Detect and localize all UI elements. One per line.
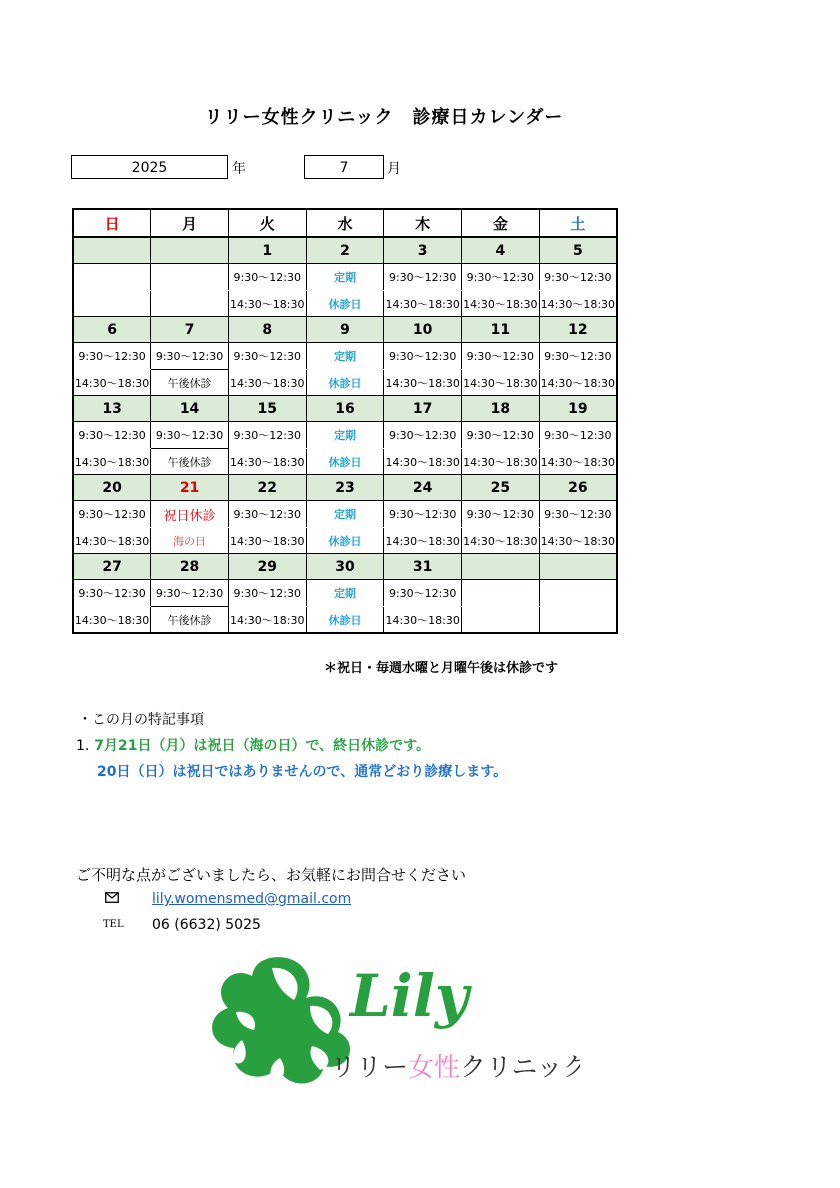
am-hours: 9:30～12:30 — [462, 264, 540, 291]
weekday-header-row — [73, 209, 617, 237]
special-note-line-2: 20日（日）は祝日ではありませんので、通常どおり診療します。 — [97, 764, 508, 780]
year-unit: 年 — [232, 161, 246, 177]
empty-cell — [151, 264, 229, 291]
am-row — [73, 422, 617, 449]
logo-clinic-name — [330, 1053, 580, 1083]
am-hours: 9:30～12:30 — [384, 501, 462, 528]
am-hours: 9:30～12:30 — [462, 422, 540, 449]
am-hours: 9:30～12:30 — [539, 501, 617, 528]
logo-name-part2: 女性 — [408, 1053, 461, 1083]
closed-day-label: 休診日 — [306, 528, 384, 554]
special-notes-heading: ・この月の特記事項 — [78, 712, 204, 728]
note-number: 1. — [76, 738, 90, 754]
date-cell: 18 — [462, 396, 540, 422]
am-hours: 9:30～12:30 — [539, 264, 617, 291]
pm-hours: 14:30～18:30 — [384, 528, 462, 554]
date-cell: 11 — [462, 317, 540, 343]
pm-hours: 14:30～18:30 — [462, 449, 540, 475]
am-hours: 9:30～12:30 — [228, 422, 306, 449]
holiday-date-cell: 21 — [151, 475, 229, 501]
page-title: リリー女性クリニック 診療日カレンダー — [204, 107, 564, 128]
date-cell — [73, 237, 151, 264]
pm-hours: 14:30～18:30 — [539, 449, 617, 475]
date-cell: 5 — [539, 237, 617, 264]
date-cell: 19 — [539, 396, 617, 422]
date-cell: 2 — [306, 237, 384, 264]
logo-name-part3: クリニック — [460, 1053, 580, 1083]
date-cell: 31 — [384, 554, 462, 580]
am-hours: 9:30～12:30 — [73, 343, 151, 370]
closed-day-label: 休診日 — [306, 449, 384, 475]
month-unit: 月 — [387, 161, 401, 177]
date-cell: 10 — [384, 317, 462, 343]
weekday-fri: 金 — [462, 209, 540, 237]
date-cell: 4 — [462, 237, 540, 264]
pm-hours: 14:30～18:30 — [228, 291, 306, 317]
date-cell: 30 — [306, 554, 384, 580]
am-row — [73, 343, 617, 370]
pm-hours: 14:30～18:30 — [228, 370, 306, 396]
pm-hours: 14:30～18:30 — [73, 370, 151, 396]
am-hours: 9:30～12:30 — [151, 422, 229, 449]
afternoon-closed-label: 午後休診 — [151, 607, 229, 634]
contact-intro: ご不明な点がございましたら、お気軽にお問合せください — [76, 866, 467, 884]
date-cell: 28 — [151, 554, 229, 580]
pm-row — [73, 607, 617, 634]
regular-label: 定期 — [306, 343, 384, 370]
pm-hours: 14:30～18:30 — [384, 370, 462, 396]
date-row — [73, 475, 617, 501]
pm-hours: 14:30～18:30 — [228, 449, 306, 475]
pm-row — [73, 291, 617, 317]
empty-cell — [539, 607, 617, 634]
weekday-sun: 日 — [73, 209, 151, 237]
year-field[interactable]: 2025 — [71, 155, 228, 179]
afternoon-closed-label: 午後休診 — [151, 370, 229, 396]
am-hours: 9:30～12:30 — [228, 501, 306, 528]
date-row — [73, 317, 617, 343]
date-cell: 12 — [539, 317, 617, 343]
calendar-table — [72, 208, 618, 634]
date-cell: 1 — [228, 237, 306, 264]
weekday-mon: 月 — [151, 209, 229, 237]
am-hours: 9:30～12:30 — [151, 580, 229, 607]
date-cell: 20 — [73, 475, 151, 501]
date-cell: 23 — [306, 475, 384, 501]
pm-hours: 14:30～18:30 — [539, 370, 617, 396]
regular-label: 定期 — [306, 422, 384, 449]
logo-name-part1: リリー — [330, 1053, 409, 1083]
closed-day-label: 休診日 — [306, 370, 384, 396]
pm-row — [73, 370, 617, 396]
date-cell: 24 — [384, 475, 462, 501]
pm-hours: 14:30～18:30 — [73, 607, 151, 634]
am-hours: 9:30～12:30 — [384, 422, 462, 449]
am-hours: 9:30～12:30 — [462, 343, 540, 370]
date-cell: 7 — [151, 317, 229, 343]
month-field[interactable]: 7 — [304, 155, 384, 179]
pm-row — [73, 449, 617, 475]
closed-days-footnote: ＊祝日・毎週水曜と月曜午後は休診です — [324, 661, 559, 676]
date-cell: 26 — [539, 475, 617, 501]
special-note-1 — [76, 735, 430, 755]
date-cell: 6 — [73, 317, 151, 343]
date-cell: 29 — [228, 554, 306, 580]
pm-hours: 14:30～18:30 — [228, 528, 306, 554]
am-hours: 9:30～12:30 — [151, 343, 229, 370]
date-row — [73, 396, 617, 422]
closed-day-label: 休診日 — [306, 607, 384, 634]
logo-wordmark: Lily — [350, 962, 469, 1030]
date-row — [73, 237, 617, 264]
closed-day-label: 休診日 — [306, 291, 384, 317]
date-cell — [539, 554, 617, 580]
pm-hours: 14:30～18:30 — [384, 607, 462, 634]
am-row — [73, 264, 617, 291]
am-hours: 9:30～12:30 — [73, 422, 151, 449]
empty-cell — [151, 291, 229, 317]
pm-hours: 14:30～18:30 — [462, 291, 540, 317]
lily-flower-icon — [200, 950, 580, 1090]
weekday-wed: 水 — [306, 209, 384, 237]
date-cell: 16 — [306, 396, 384, 422]
holiday-closed-label: 祝日休診 — [151, 501, 229, 528]
date-cell — [151, 237, 229, 264]
date-cell: 15 — [228, 396, 306, 422]
am-hours: 9:30～12:30 — [462, 501, 540, 528]
am-hours: 9:30～12:30 — [228, 264, 306, 291]
am-hours: 9:30～12:30 — [228, 580, 306, 607]
date-cell: 3 — [384, 237, 462, 264]
empty-cell — [73, 291, 151, 317]
note-line-1: 7月21日（月）は祝日（海の日）で、終日休診です。 — [94, 738, 431, 754]
am-hours: 9:30～12:30 — [73, 580, 151, 607]
am-hours: 9:30～12:30 — [384, 343, 462, 370]
empty-cell — [73, 264, 151, 291]
am-hours: 9:30～12:30 — [384, 264, 462, 291]
date-cell: 25 — [462, 475, 540, 501]
pm-hours: 14:30～18:30 — [462, 370, 540, 396]
pm-row — [73, 528, 617, 554]
date-cell — [462, 554, 540, 580]
pm-hours: 14:30～18:30 — [73, 528, 151, 554]
am-hours: 9:30～12:30 — [73, 501, 151, 528]
empty-cell — [462, 607, 540, 634]
empty-cell — [462, 580, 540, 607]
am-hours: 9:30～12:30 — [539, 343, 617, 370]
pm-hours: 14:30～18:30 — [539, 528, 617, 554]
afternoon-closed-label: 午後休診 — [151, 449, 229, 475]
date-cell: 14 — [151, 396, 229, 422]
date-row — [73, 554, 617, 580]
am-row — [73, 580, 617, 607]
clinic-logo — [200, 950, 580, 1094]
pm-hours: 14:30～18:30 — [384, 449, 462, 475]
date-cell: 9 — [306, 317, 384, 343]
pm-hours: 14:30～18:30 — [384, 291, 462, 317]
pm-hours: 14:30～18:30 — [539, 291, 617, 317]
pm-hours: 14:30～18:30 — [73, 449, 151, 475]
envelope-icon — [105, 892, 119, 907]
date-cell: 17 — [384, 396, 462, 422]
am-hours: 9:30～12:30 — [384, 580, 462, 607]
date-cell: 8 — [228, 317, 306, 343]
date-cell: 13 — [73, 396, 151, 422]
regular-label: 定期 — [306, 501, 384, 528]
weekday-thu: 木 — [384, 209, 462, 237]
regular-label: 定期 — [306, 580, 384, 607]
email-link[interactable]: lily.womensmed@gmail.com — [152, 891, 352, 907]
pm-hours: 14:30～18:30 — [462, 528, 540, 554]
regular-label: 定期 — [306, 264, 384, 291]
am-row — [73, 501, 617, 528]
date-cell: 22 — [228, 475, 306, 501]
am-hours: 9:30～12:30 — [539, 422, 617, 449]
am-hours: 9:30～12:30 — [228, 343, 306, 370]
holiday-name: 海の日 — [151, 528, 229, 554]
pm-hours: 14:30～18:30 — [228, 607, 306, 634]
weekday-sat: 土 — [539, 209, 617, 237]
weekday-tue: 火 — [228, 209, 306, 237]
phone-number: 06 (6632) 5025 — [152, 917, 261, 933]
date-cell: 27 — [73, 554, 151, 580]
empty-cell — [539, 580, 617, 607]
tel-label: TEL — [103, 919, 124, 930]
